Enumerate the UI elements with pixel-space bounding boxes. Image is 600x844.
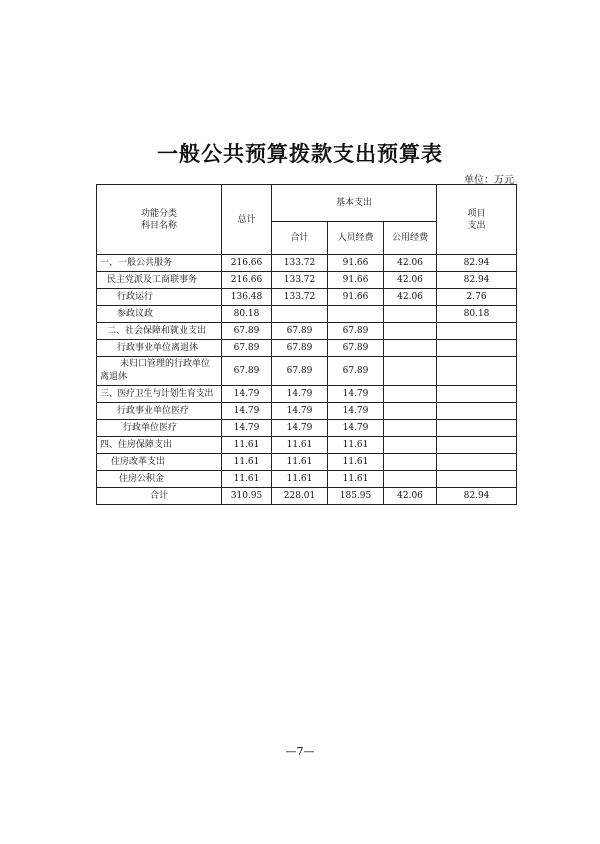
total-row-personnel: 185.95 bbox=[328, 488, 384, 505]
total-row-name: 合计 bbox=[97, 488, 222, 505]
row-personnel bbox=[328, 306, 384, 323]
row-name: 四、住房保障支出 bbox=[97, 437, 222, 454]
row-sum: 11.61 bbox=[272, 454, 328, 471]
row-personnel: 67.89 bbox=[328, 340, 384, 357]
row-project bbox=[437, 454, 517, 471]
header-total: 总计 bbox=[222, 185, 272, 255]
row-sum: 133.72 bbox=[272, 289, 328, 306]
header-function-category bbox=[97, 185, 222, 255]
row-personnel: 14.79 bbox=[328, 386, 384, 403]
row-name: 行政事业单位医疗 bbox=[97, 403, 222, 420]
row-total: 14.79 bbox=[222, 386, 272, 403]
table-row bbox=[97, 403, 517, 420]
row-name: 一、一般公共服务 bbox=[97, 255, 222, 272]
row-name: 三、医疗卫生与计划生育支出 bbox=[97, 386, 222, 403]
table-row bbox=[97, 340, 517, 357]
table-row bbox=[97, 454, 517, 471]
row-personnel: 14.79 bbox=[328, 403, 384, 420]
row-public: 42.06 bbox=[384, 255, 437, 272]
row-name: 住房改革支出 bbox=[97, 454, 222, 471]
row-total: 14.79 bbox=[222, 403, 272, 420]
row-project bbox=[437, 386, 517, 403]
row-public bbox=[384, 306, 437, 323]
row-name: 民主党派及工商联事务 bbox=[97, 272, 222, 289]
row-project: 2.76 bbox=[437, 289, 517, 306]
row-sum: 14.79 bbox=[272, 386, 328, 403]
row-public bbox=[384, 386, 437, 403]
row-project bbox=[437, 420, 517, 437]
page-number: —7— bbox=[285, 745, 315, 758]
row-sum: 133.72 bbox=[272, 272, 328, 289]
row-project: 80.18 bbox=[437, 306, 517, 323]
table-row bbox=[97, 255, 517, 272]
row-sum: 67.89 bbox=[272, 340, 328, 357]
row-public bbox=[384, 323, 437, 340]
row-sum: 11.61 bbox=[272, 471, 328, 488]
table-row bbox=[97, 420, 517, 437]
row-total: 216.66 bbox=[222, 272, 272, 289]
row-public bbox=[384, 471, 437, 488]
row-personnel: 11.61 bbox=[328, 471, 384, 488]
row-total: 11.61 bbox=[222, 437, 272, 454]
row-project bbox=[437, 471, 517, 488]
table-row bbox=[97, 306, 517, 323]
table-row bbox=[97, 323, 517, 340]
row-personnel: 14.79 bbox=[328, 420, 384, 437]
row-public bbox=[384, 420, 437, 437]
row-sum: 133.72 bbox=[272, 255, 328, 272]
row-total: 216.66 bbox=[222, 255, 272, 272]
row-project bbox=[437, 357, 517, 386]
row-sum bbox=[272, 306, 328, 323]
header-public: 公用经费 bbox=[384, 222, 437, 255]
header-project-line2: 支出 bbox=[467, 220, 486, 231]
header-personnel: 人员经费 bbox=[328, 222, 384, 255]
row-public: 42.06 bbox=[384, 289, 437, 306]
header-func-line2: 科目名称 bbox=[140, 220, 177, 231]
table-row bbox=[97, 357, 517, 386]
row-project bbox=[437, 403, 517, 420]
row-personnel: 91.66 bbox=[328, 272, 384, 289]
header-func-line1: 功能分类 bbox=[140, 208, 177, 219]
row-name: 行政单位医疗 bbox=[97, 420, 222, 437]
row-total: 11.61 bbox=[222, 471, 272, 488]
row-project: 82.94 bbox=[437, 272, 517, 289]
row-total: 67.89 bbox=[222, 340, 272, 357]
row-public bbox=[384, 437, 437, 454]
row-personnel: 11.61 bbox=[328, 454, 384, 471]
row-name: 行政事业单位离退休 bbox=[97, 340, 222, 357]
table-row bbox=[97, 471, 517, 488]
header-basic-sum: 合计 bbox=[272, 222, 328, 255]
row-total: 11.61 bbox=[222, 454, 272, 471]
row-total: 80.18 bbox=[222, 306, 272, 323]
row-public: 42.06 bbox=[384, 272, 437, 289]
row-name: 住房公积金 bbox=[97, 471, 222, 488]
row-personnel: 67.89 bbox=[328, 323, 384, 340]
row-public bbox=[384, 454, 437, 471]
total-row-sum: 228.01 bbox=[272, 488, 328, 505]
row-name: 二、社会保障和就业支出 bbox=[97, 323, 222, 340]
row-personnel: 67.89 bbox=[328, 357, 384, 386]
row-sum: 14.79 bbox=[272, 420, 328, 437]
total-row-total: 310.95 bbox=[222, 488, 272, 505]
total-row-public: 42.06 bbox=[384, 488, 437, 505]
row-sum: 11.61 bbox=[272, 437, 328, 454]
row-name: 未归口管理的行政单位离退休 bbox=[97, 357, 222, 386]
row-total: 67.89 bbox=[222, 357, 272, 386]
header-project-line1: 项目 bbox=[467, 208, 486, 219]
total-row bbox=[97, 488, 517, 505]
row-sum: 67.89 bbox=[272, 357, 328, 386]
document-title: 一般公共预算拨款支出预算表 bbox=[157, 141, 443, 166]
header-project-expenditure bbox=[437, 185, 517, 255]
header-basic-expenditure: 基本支出 bbox=[272, 185, 437, 222]
row-personnel: 91.66 bbox=[328, 255, 384, 272]
row-sum: 67.89 bbox=[272, 323, 328, 340]
row-project bbox=[437, 323, 517, 340]
row-total: 67.89 bbox=[222, 323, 272, 340]
row-personnel: 11.61 bbox=[328, 437, 384, 454]
total-row-project: 82.94 bbox=[437, 488, 517, 505]
row-name: 行政运行 bbox=[97, 289, 222, 306]
table-row bbox=[97, 386, 517, 403]
row-name: 参政议政 bbox=[97, 306, 222, 323]
row-personnel: 91.66 bbox=[328, 289, 384, 306]
row-project bbox=[437, 437, 517, 454]
budget-table bbox=[96, 184, 517, 505]
row-public bbox=[384, 357, 437, 386]
row-public bbox=[384, 403, 437, 420]
unit-label: 单位：万元 bbox=[464, 175, 514, 186]
row-total: 136.48 bbox=[222, 289, 272, 306]
row-sum: 14.79 bbox=[272, 403, 328, 420]
row-project: 82.94 bbox=[437, 255, 517, 272]
table-row bbox=[97, 289, 517, 306]
table-row bbox=[97, 437, 517, 454]
row-project bbox=[437, 340, 517, 357]
row-public bbox=[384, 340, 437, 357]
table-row bbox=[97, 272, 517, 289]
row-total: 14.79 bbox=[222, 420, 272, 437]
